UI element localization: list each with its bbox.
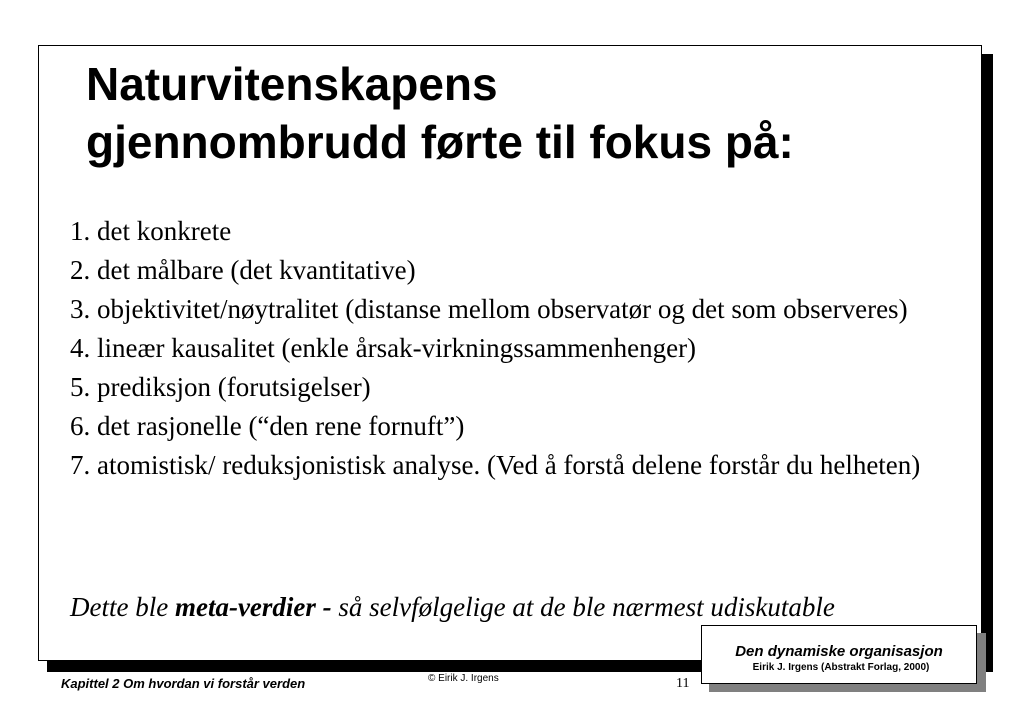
footer-copyright: © Eirik J. Irgens xyxy=(428,673,499,684)
page-number: 11 xyxy=(676,676,690,691)
list-item: 6. det rasjonelle (“den rene fornuft”) xyxy=(70,411,465,441)
conclusion-part-1: Dette ble xyxy=(70,592,175,622)
book-title: Den dynamiske organisasjon xyxy=(735,643,943,660)
title-line-2: gjennombrudd førte til fokus på: xyxy=(86,116,794,168)
list-item: 1. det konkrete xyxy=(70,216,232,246)
book-subtitle: Eirik J. Irgens (Abstrakt Forlag, 2000) xyxy=(752,662,930,673)
list-item: 2. det målbare (det kvantitative) xyxy=(70,255,416,285)
title-line-1: Naturvitenskapens xyxy=(86,58,498,110)
focus-list xyxy=(70,212,970,485)
footer-chapter: Kapittel 2 Om hvordan vi forstår verden xyxy=(61,676,306,691)
conclusion-part-2: så selvfølgelige at de ble nærmest udiskutable xyxy=(331,592,835,622)
book-info-box xyxy=(701,625,977,684)
conclusion-emphasis: meta-verdier - xyxy=(174,592,332,622)
list-item: 3. objektivitet/nøytralitet (distanse mellom observatør og det som observeres) xyxy=(70,294,908,324)
list-item: 4. lineær kausalitet (enkle årsak-virkningssammenhenger) xyxy=(70,333,697,363)
slide-title xyxy=(86,55,966,171)
list-item: 7. atomistisk/ reduksjonistisk analyse. (Ved å forstå delene forstår du helheten) xyxy=(70,450,921,480)
conclusion-text xyxy=(70,588,930,627)
list-item: 5. prediksjon (forutsigelser) xyxy=(70,372,371,402)
